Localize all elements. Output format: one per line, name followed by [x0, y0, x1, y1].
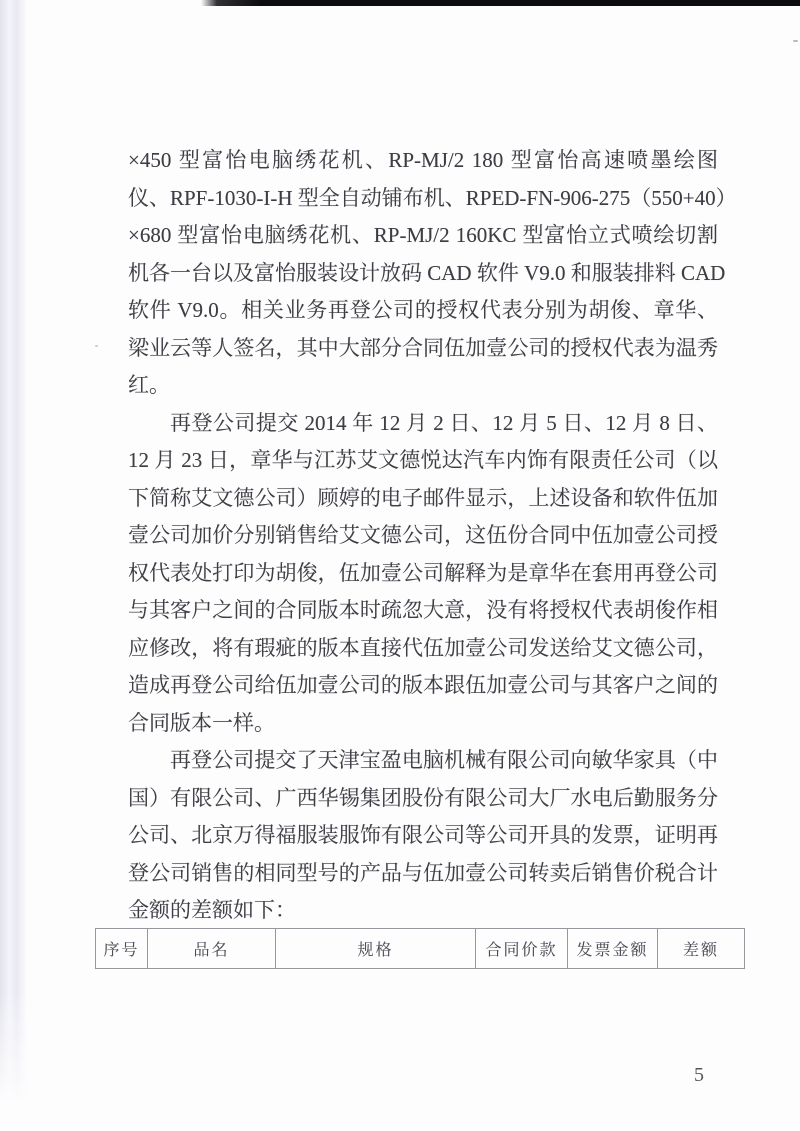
- text-line: 壹公司加价分别销售给艾文德公司，这伍份合同中伍加壹公司授: [128, 523, 718, 547]
- text-line: 与其客户之间的合同版本时疏忽大意，没有将授权代表胡俊作相: [128, 598, 718, 622]
- text-line: 仪、RPF-1030-I-H 型全自动铺布机、RPED-FN-906-275（550+40）: [128, 185, 737, 210]
- text-line: ×450 型富怡电脑绣花机、RP-MJ/2 180 型富怡高速喷墨绘图: [128, 148, 718, 172]
- document-text: [128, 142, 737, 930]
- scan-speck: [793, 40, 798, 42]
- paragraph-equipment-list: [128, 142, 737, 405]
- scan-artifact-top-band: [201, 0, 800, 6]
- page-number: 5: [694, 1064, 704, 1086]
- table-header-cell-product-name: 品名: [148, 929, 276, 968]
- text-line: 国）有限公司、广西华锡集团股份有限公司大厂水电后勤服务分: [128, 785, 718, 810]
- table-header-cell-specification: 规格: [276, 929, 476, 968]
- price-difference-table-header-row: [95, 928, 745, 969]
- text-line: 造成再登公司给伍加壹公司的版本跟伍加壹公司与其客户之间的: [128, 673, 718, 697]
- paragraph-invoice-evidence: [128, 742, 718, 930]
- table-header-cell-serial: 序号: [96, 929, 148, 968]
- text-line: 合同版本一样。: [128, 710, 275, 735]
- scan-speck: [95, 345, 98, 347]
- text-line: 红。: [128, 373, 170, 397]
- text-line: 应修改，将有瑕疵的版本直接代伍加壹公司发送给艾文德公司，: [128, 635, 718, 660]
- text-line: 再登公司提交 2014 年 12 月 2 日、12 月 5 日、12 月 8 日、: [170, 410, 718, 435]
- table-header-cell-contract-price: 合同价款: [476, 929, 568, 968]
- table-header-cell-invoice-amount: 发票金额: [568, 929, 658, 968]
- text-line: 权代表处打印为胡俊，伍加壹公司解释为是章华在套用再登公司: [128, 560, 718, 585]
- text-line: 机各一台以及富怡服装设计放码 CAD 软件 V9.0 和服装排料 CAD: [128, 260, 726, 285]
- text-line: 金额的差额如下：: [128, 898, 296, 922]
- text-line: 再登公司提交了天津宝盈电脑机械有限公司向敏华家具（中: [170, 748, 718, 772]
- scan-artifact-left-band: [0, 0, 27, 1104]
- text-line: 公司、北京万得福服装服饰有限公司等公司开具的发票，证明再: [128, 823, 718, 847]
- paragraph-email-evidence: [128, 405, 718, 743]
- table-header-cell-difference: 差额: [682, 942, 719, 959]
- text-line: 梁业云等人签名，其中大部分合同伍加壹公司的授权代表为温秀: [128, 335, 718, 360]
- text-line: 软件 V9.0。相关业务再登公司的授权代表分别为胡俊、章华、: [128, 298, 718, 322]
- text-line: 登公司销售的相同型号的产品与伍加壹公司转卖后销售价税合计: [128, 860, 718, 885]
- text-line: 12 月 23 日，章华与江苏艾文德悦达汽车内饰有限责任公司（以: [128, 448, 718, 472]
- text-line: 下简称艾文德公司）顾婷的电子邮件显示，上述设备和软件伍加: [128, 485, 718, 510]
- text-line: ×680 型富怡电脑绣花机、RP-MJ/2 160KC 型富怡立式喷绘切割: [128, 223, 718, 247]
